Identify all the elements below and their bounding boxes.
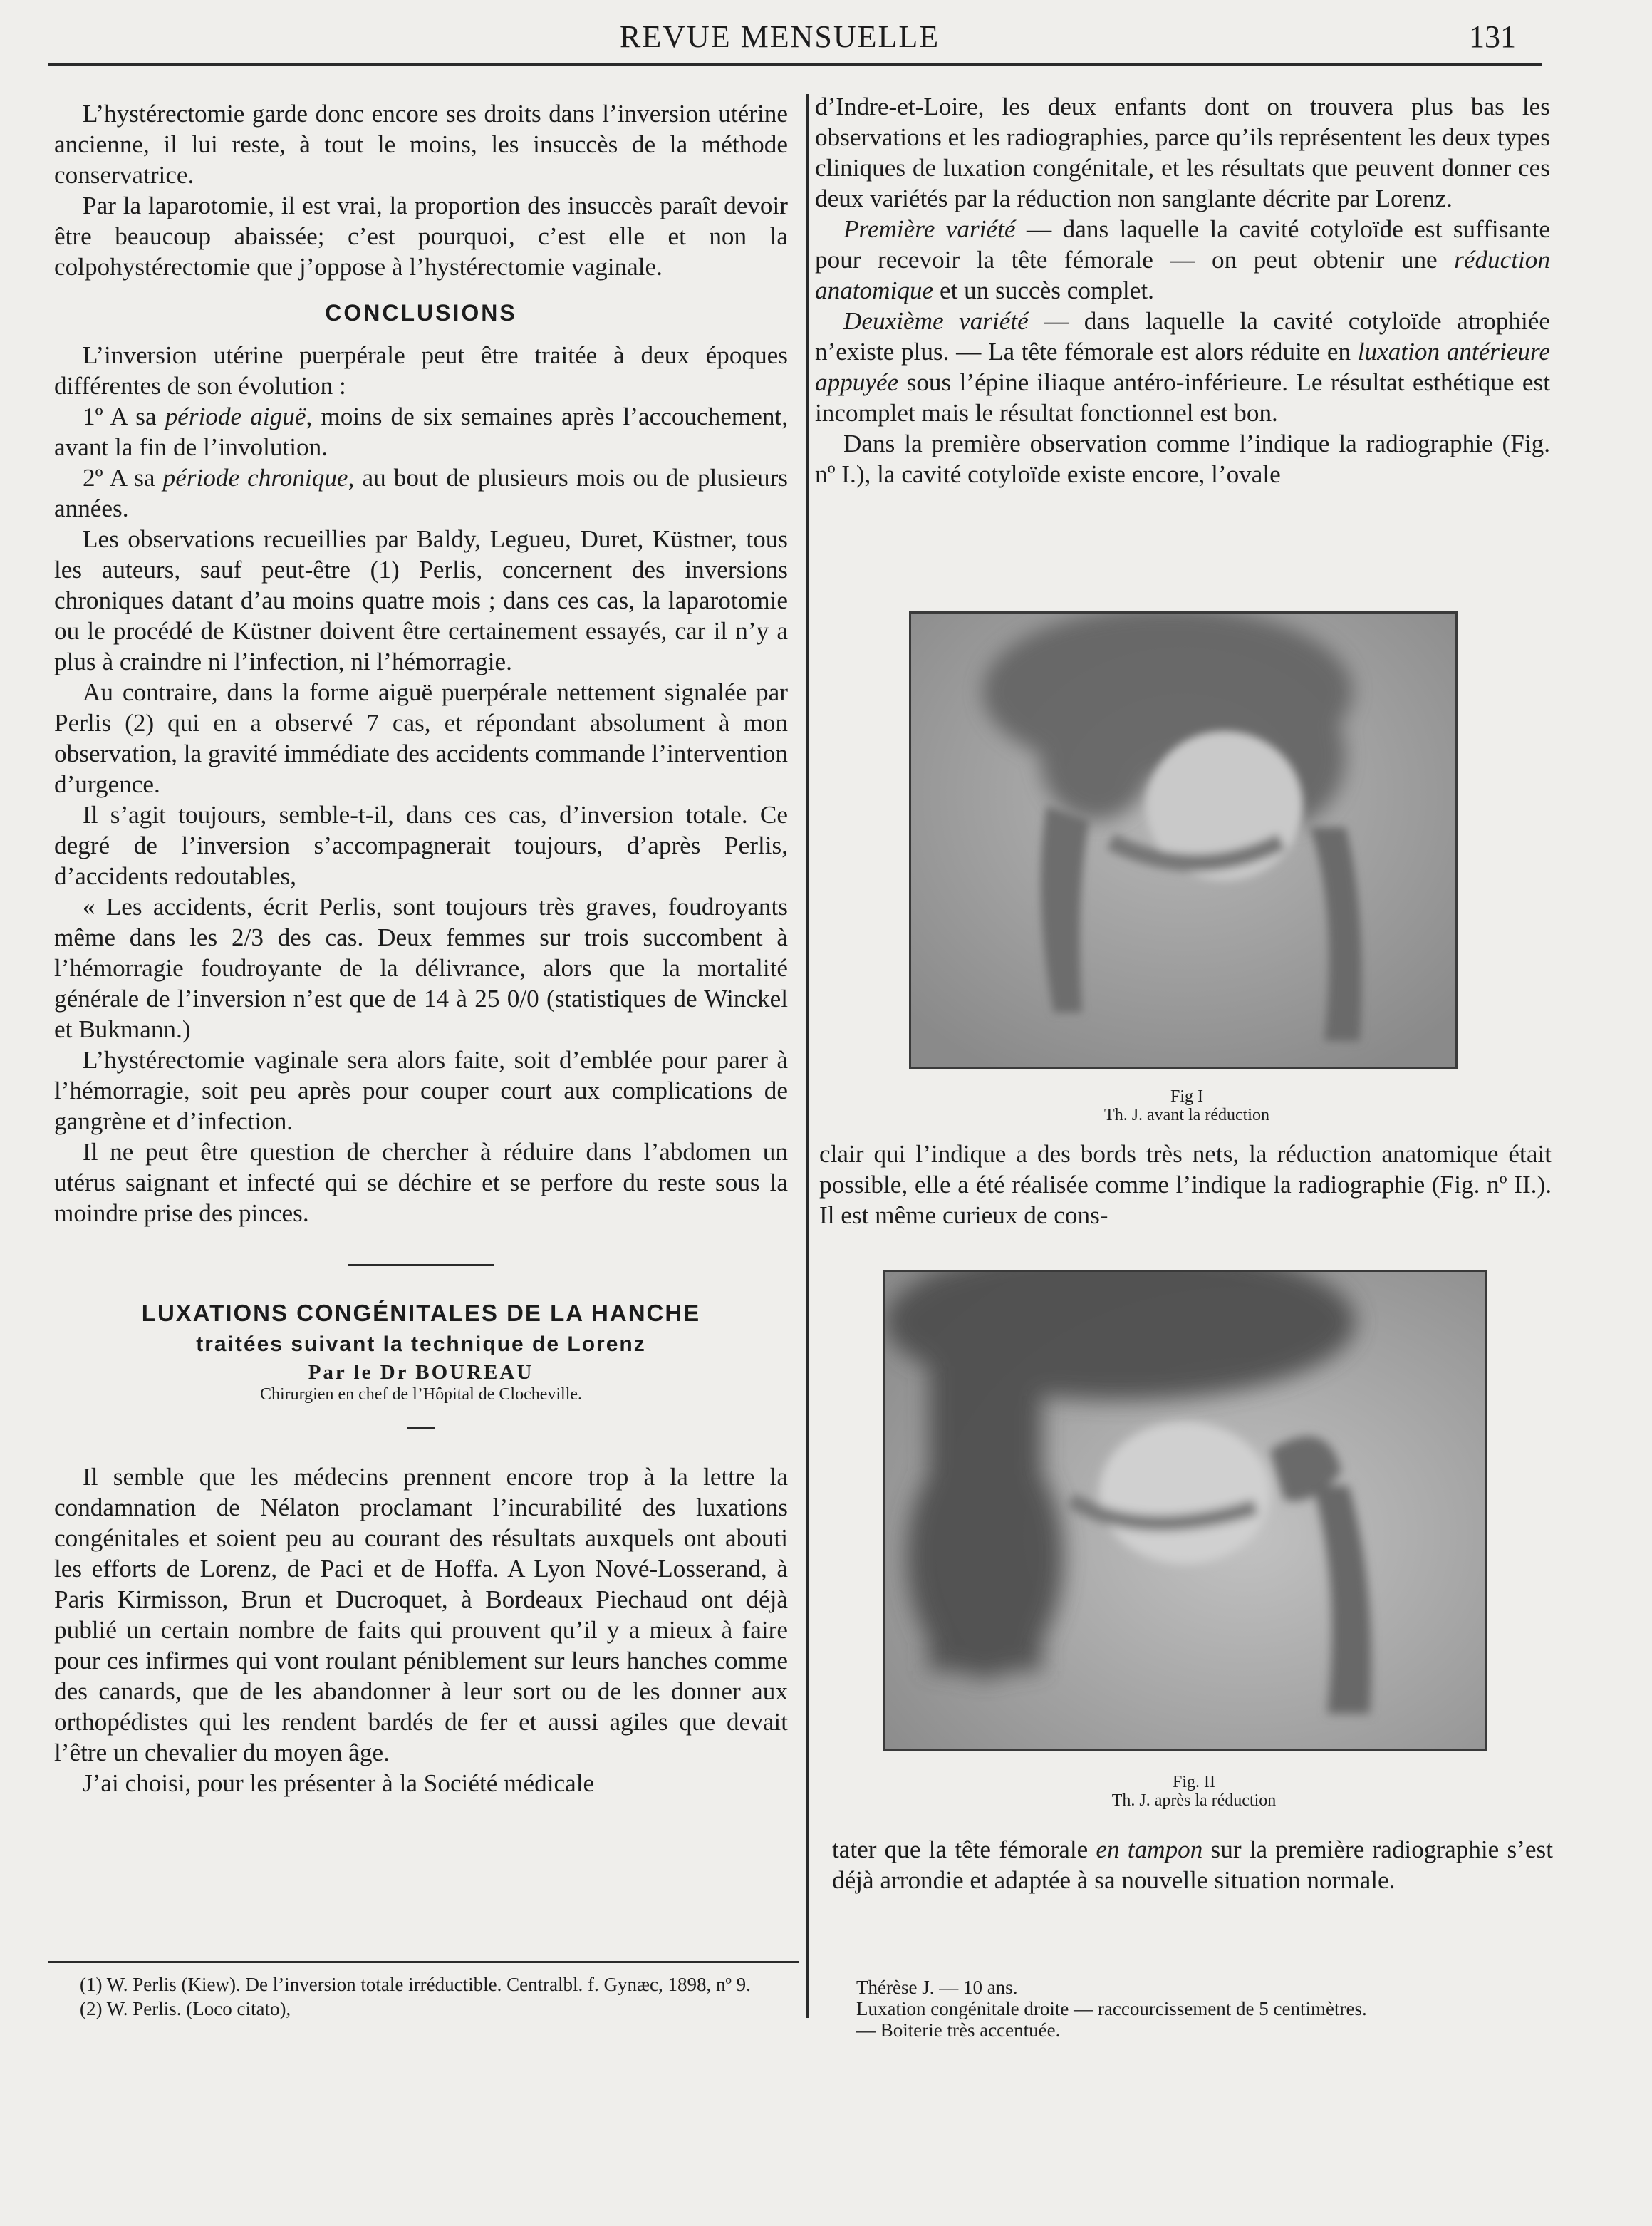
article-subtitle: traitées suivant la technique de Lorenz xyxy=(196,1332,646,1356)
conclusion-item-1: 1º A sa période aiguë, moins de six semaines après l’accouchement, avant la fin de l’involution. xyxy=(54,403,788,461)
paragraph: Dans la première observation comme l’indique la radiographie (Fig. nº I.), la cavité cotyloïde existe encore, l’ovale xyxy=(815,430,1550,488)
footnotes xyxy=(80,1972,798,2021)
paragraph: Il semble que les médecins prennent encore trop à la lettre la condamnation de Nélaton proclamant l’incurabilité des luxations congénitales et soient peu au courant des résultats auxquels ont abouti les efforts de Lorenz, de Paci et de Hoffa. A Lyon Nové-Losserand, à Paris Kirmisson, Brun et Ducroquet, à Bordeaux Piechaud ont déjà publié un certain nombre de faits qui prouvent qu’il y a mieux à faire pour ces infirmes qui vont roulant péniblement sur leurs hanches comme des canards, que de les abandonner à leur sort ou de les donner aux orthopédistes qui les rendent bardés de fer et aussi agiles que devait l’être un chevalier du moyen âge. xyxy=(54,1463,788,1766)
title-dash xyxy=(407,1427,435,1429)
header-rule xyxy=(48,63,1542,66)
conclusion-item-2: 2º A sa période chronique, au bout de plusieurs mois ou de plusieurs années. xyxy=(54,464,788,522)
observation-line: — Boiterie très accentuée. xyxy=(856,2019,1061,2041)
paragraph: Au contraire, dans la forme aiguë puerpérale nettement signalée par Perlis (2) qui en a observé 7 cas, et répondant absolument à mon observation, la gravité immédiate des accidents commande l’intervention d’urgence. xyxy=(54,678,788,798)
figure-2-label: Fig. II xyxy=(1173,1773,1215,1791)
paragraph: Il s’agit toujours, semble-t-il, dans ces cas, d’inversion totale. Ce degré de l’inversion s’accompagnerait toujours, d’après Perlis, d’accidents redoutables, xyxy=(54,801,788,890)
left-column xyxy=(54,98,788,1798)
observation-line: Thérèse J. — 10 ans. xyxy=(856,1977,1018,1998)
paragraph: Les observations recueillies par Baldy, Legueu, Duret, Küstner, tous les auteurs, sauf peut-être (1) Perlis, concernent des inversions chroniques datant d’au moins quatre mois ; dans ces cas, la laparotomie ou le procédé de Küstner doivent être certainement essayés, car il n’y a plus à craindre ni l’infection, ni l’hémorragie. xyxy=(54,525,788,675)
paragraph: L’hystérectomie vaginale sera alors faite, soit d’emblée pour parer à l’hémorragie, soit peu après pour couper court aux complications de gangrène et d’infection. xyxy=(54,1046,788,1135)
figure-1-caption xyxy=(973,1087,1401,1124)
paragraph: tater que la tête fémorale en tampon sur la première radiographie s’est déjà arrondie et adaptée à sa nouvelle situation normale. xyxy=(832,1836,1553,1894)
figure-2-title: Th. J. après la réduction xyxy=(1111,1791,1277,1810)
radiograph-fig-2 xyxy=(883,1270,1487,1751)
article-affiliation: Chirurgien en chef de l’Hôpital de Clocheville. xyxy=(259,1385,583,1404)
right-column-bottom xyxy=(832,1834,1553,1895)
section-separator xyxy=(348,1264,494,1266)
observation-line: Luxation congénitale droite — raccourcissement de 5 centimètres. xyxy=(856,1998,1367,2019)
page-number: 131 xyxy=(1469,19,1516,54)
figure-1-label: Fig I xyxy=(1170,1087,1203,1106)
variety-2: Deuxième variété — dans laquelle la cavité cotyloïde atrophiée n’existe plus. — La tête fémorale est alors réduite en luxation antérieure appuyée sous l’épine iliaque antéro-inférieure. Le résultat esthétique est incomplet mais le résultat fonctionnel est bon. xyxy=(815,307,1551,427)
paragraph: J’ai choisi, pour les présenter à la Société médicale xyxy=(83,1769,595,1797)
figure-1-title: Th. J. avant la réduction xyxy=(1104,1106,1269,1124)
paragraph: clair qui l’indique a des bords très nets, la réduction anatomique était possible, elle a été réalisée comme l’indique la radiographie (Fig. nº II.). Il est même curieux de cons- xyxy=(819,1140,1552,1229)
column-divider xyxy=(806,94,809,2018)
footnote-2: (2) W. Perlis. (Loco citato), xyxy=(80,1998,291,2019)
article-title: LUXATIONS CONGÉNITALES DE LA HANCHE xyxy=(141,1300,701,1326)
paragraph: Il ne peut être question de chercher à réduire dans l’abdomen un utérus saignant et infecté qui se déchire et se perfore du reste sous la moindre prise des pinces. xyxy=(54,1138,788,1227)
right-column-middle xyxy=(819,1139,1552,1231)
paragraph: Par la laparotomie, il est vrai, la proportion des insuccès paraît devoir être beaucoup abaissée; c’est pourquoi, c’est elle et non la colpohystérectomie que j’oppose à l’hystérectomie vaginale. xyxy=(54,192,788,281)
quotation: « Les accidents, écrit Perlis, sont toujours très graves, foudroyants même dans les 2/3 des cas. Deux femmes sur trois succombent à l’hémorragie foudroyante de la délivrance, alors que la mortalité générale de l’inversion n’est que de 14 à 25 0/0 (statistiques de Winckel et Bukmann.) xyxy=(54,893,788,1043)
observation-block xyxy=(856,1977,1562,2041)
footnote-1: (1) W. Perlis (Kiew). De l’inversion totale irréductible. Centralbl. f. Gynæc, 1898, nº 9. xyxy=(80,1974,751,1995)
article-author: Par le Dr BOUREAU xyxy=(308,1361,534,1384)
variety-1: Première variété — dans laquelle la cavité cotyloïde est suffisante pour recevoir la tête fémorale — on peut obtenir une réduction anatomique et un succès complet. xyxy=(815,215,1551,304)
journal-title: REVUE MENSUELLE xyxy=(620,19,940,54)
conclusions-heading: CONCLUSIONS xyxy=(325,300,517,326)
figure-2-caption xyxy=(980,1773,1408,1810)
radiograph-fig-1 xyxy=(909,611,1458,1069)
footnote-rule xyxy=(48,1961,799,1963)
paragraph: d’Indre-et-Loire, les deux enfants dont on trouvera plus bas les observations et les radiographies, parce qu’ils représentent les deux types cliniques de luxation congénitale, et les résultats que peuvent donner ces deux variétés par la réduction non sanglante décrite par Lorenz. xyxy=(815,93,1550,212)
right-column-top xyxy=(815,91,1550,490)
paragraph: L’inversion utérine puerpérale peut être traitée à deux époques différentes de son évolution : xyxy=(54,341,788,400)
paragraph: L’hystérectomie garde donc encore ses droits dans l’inversion utérine ancienne, il lui reste, à tout le moins, les insuccès de la méthode conservatrice. xyxy=(54,100,788,189)
running-head xyxy=(0,13,1652,56)
